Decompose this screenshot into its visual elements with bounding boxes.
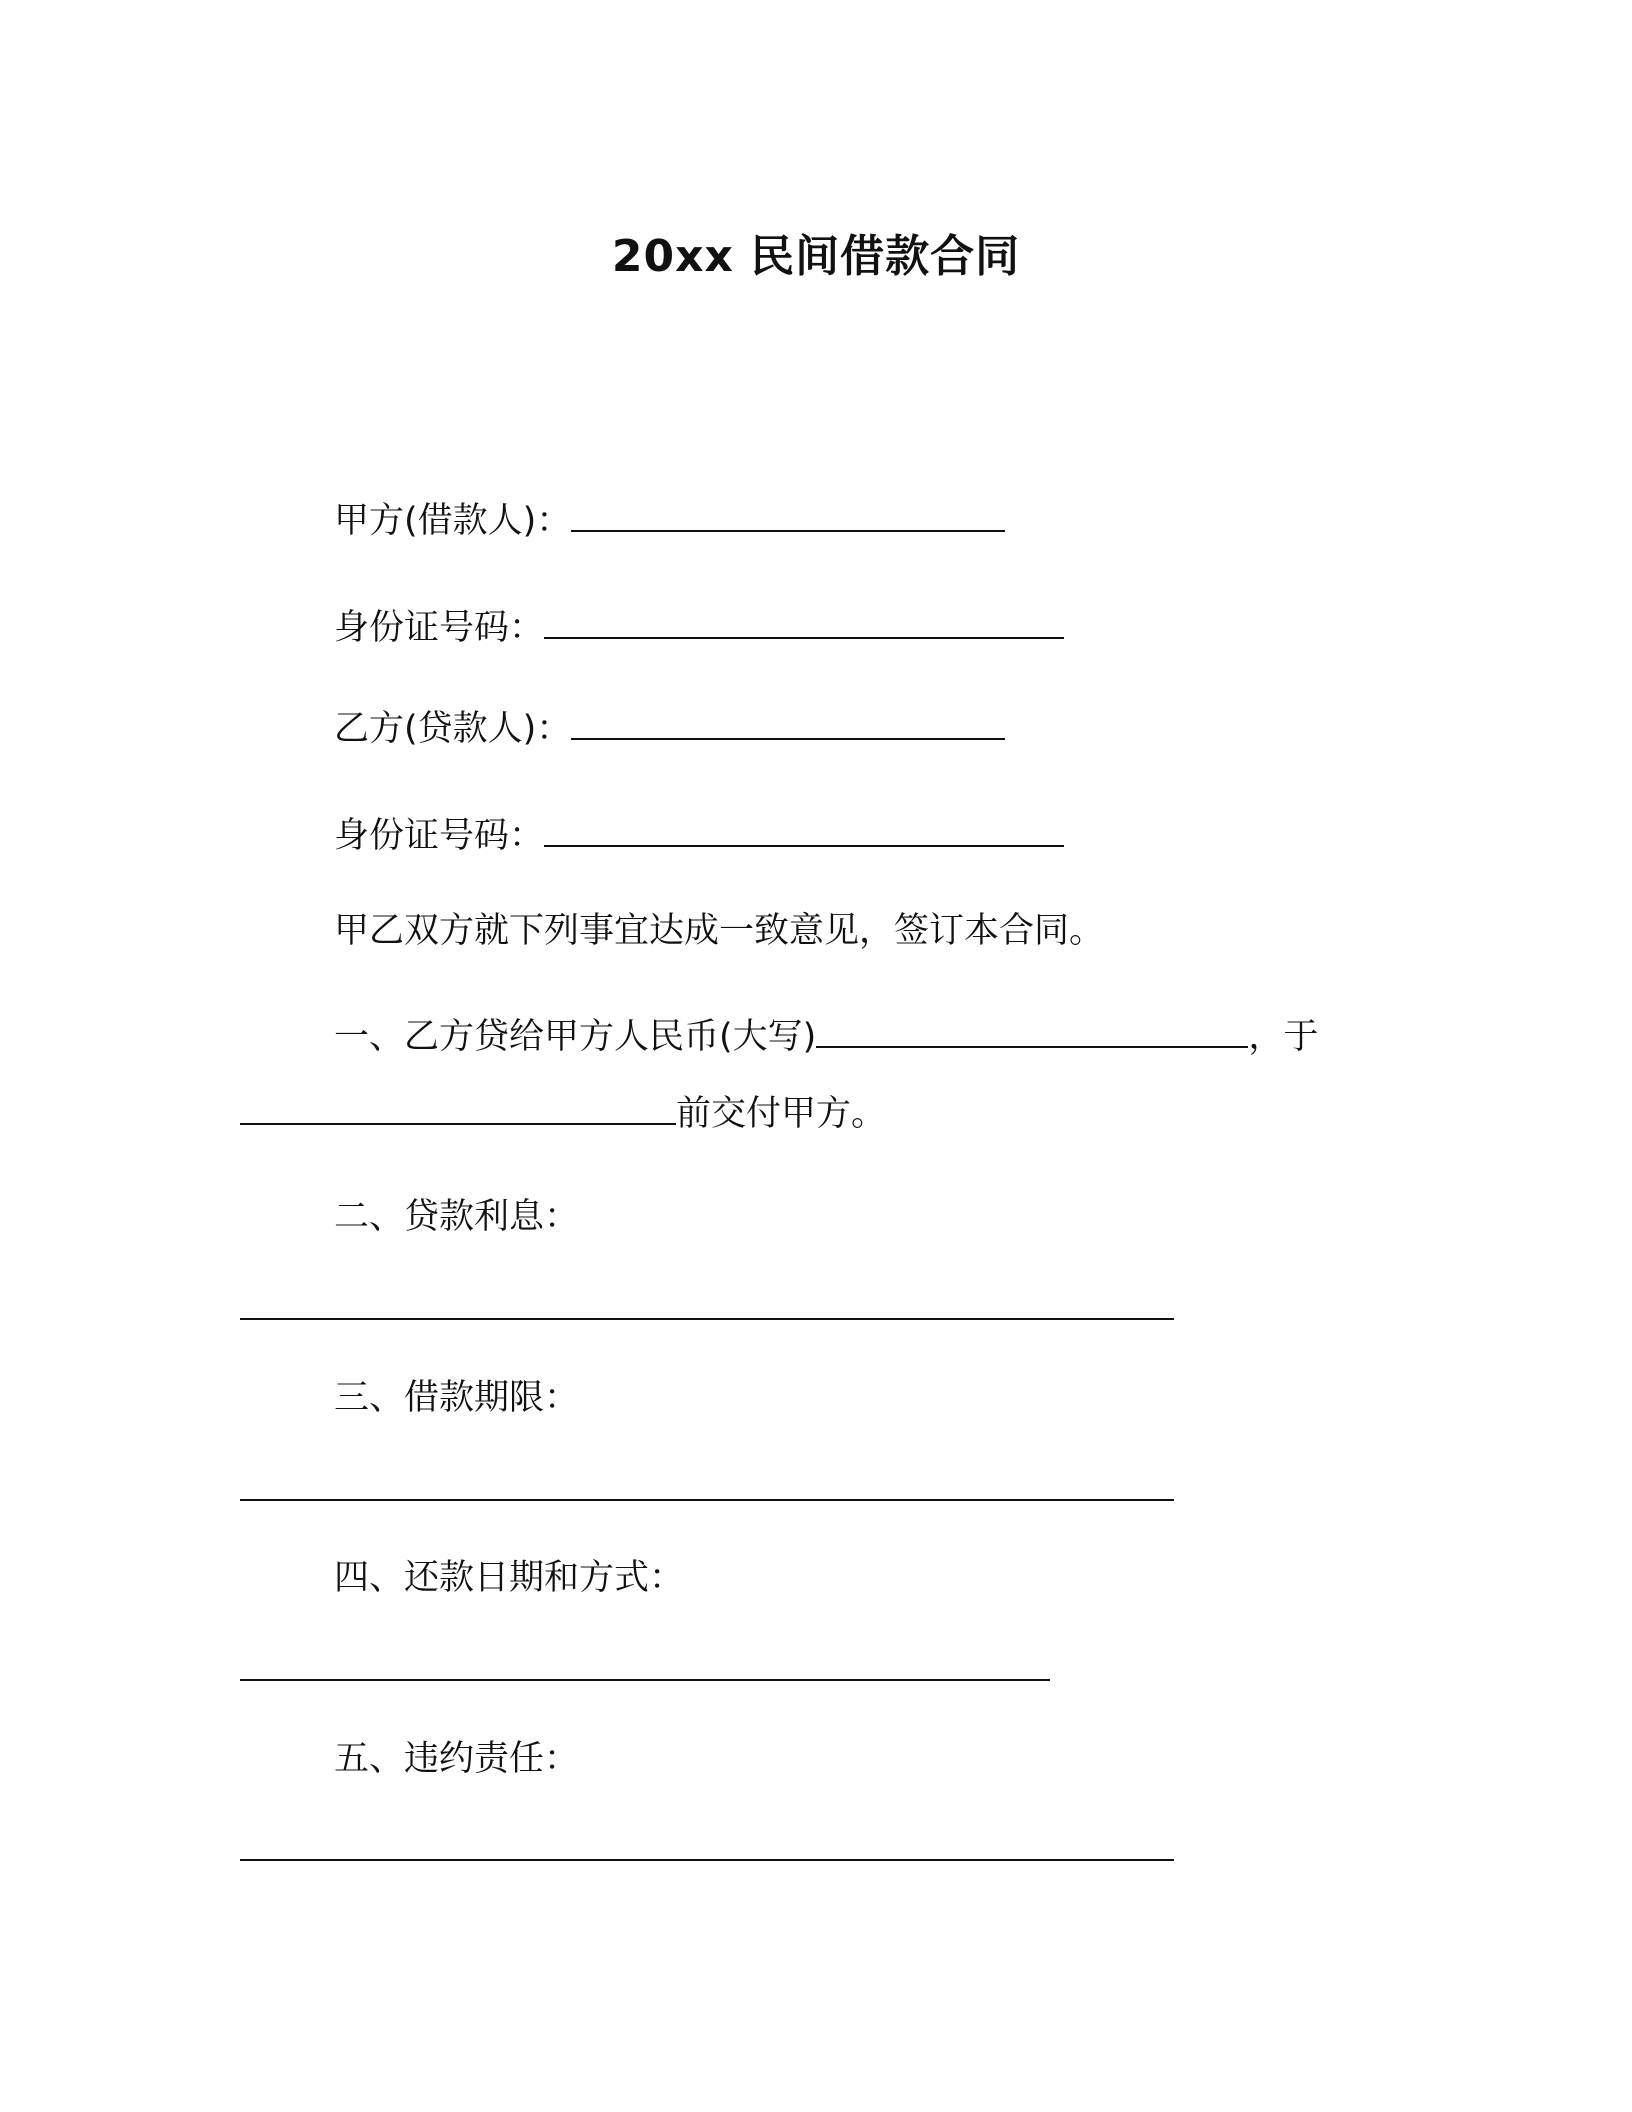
party-a-label: 甲方(借款人)： (334, 501, 572, 541)
party-b-id-row (334, 811, 1064, 860)
party-b-label: 乙方(贷款人)： (334, 709, 572, 749)
party-b-row (334, 704, 1005, 753)
clause-5-label: 五、违约责任： (334, 1739, 580, 1779)
clause-1-cont: 前交付甲方。 (676, 1094, 887, 1134)
party-b-id-label: 身份证号码： (334, 816, 545, 856)
party-a-id-label: 身份证号码： (334, 608, 545, 648)
agreement-intro: 甲乙双方就下列事宜达成一致意见，签订本合同。 (334, 911, 1105, 951)
clause-5-blank[interactable] (240, 1859, 1174, 1861)
clause-4-label: 四、还款日期和方式： (334, 1558, 685, 1598)
clause-3-label: 三、借款期限： (334, 1378, 580, 1418)
delivery-date-blank[interactable] (240, 1089, 676, 1125)
party-a-name-blank[interactable] (571, 496, 1005, 532)
clause-1-text: 一、乙方贷给甲方人民币(大写) (334, 1017, 817, 1057)
clause-4-blank[interactable] (240, 1679, 1050, 1681)
loan-amount-blank[interactable] (816, 1012, 1248, 1048)
party-a-row (334, 496, 1005, 545)
party-a-id-blank[interactable] (544, 603, 1064, 639)
clause-2-blank[interactable] (240, 1318, 1174, 1320)
clause-1-suffix: ，于 (1248, 1017, 1319, 1057)
party-b-id-blank[interactable] (544, 811, 1064, 847)
clause-2-label: 二、贷款利息： (334, 1197, 580, 1237)
clause-1-row (334, 1012, 1318, 1061)
party-a-id-row (334, 603, 1064, 652)
party-b-name-blank[interactable] (571, 704, 1005, 740)
clause-3-blank[interactable] (240, 1499, 1174, 1501)
document-title: 20xx 民间借款合同 (611, 231, 1021, 282)
clause-1-cont-row (240, 1089, 886, 1138)
